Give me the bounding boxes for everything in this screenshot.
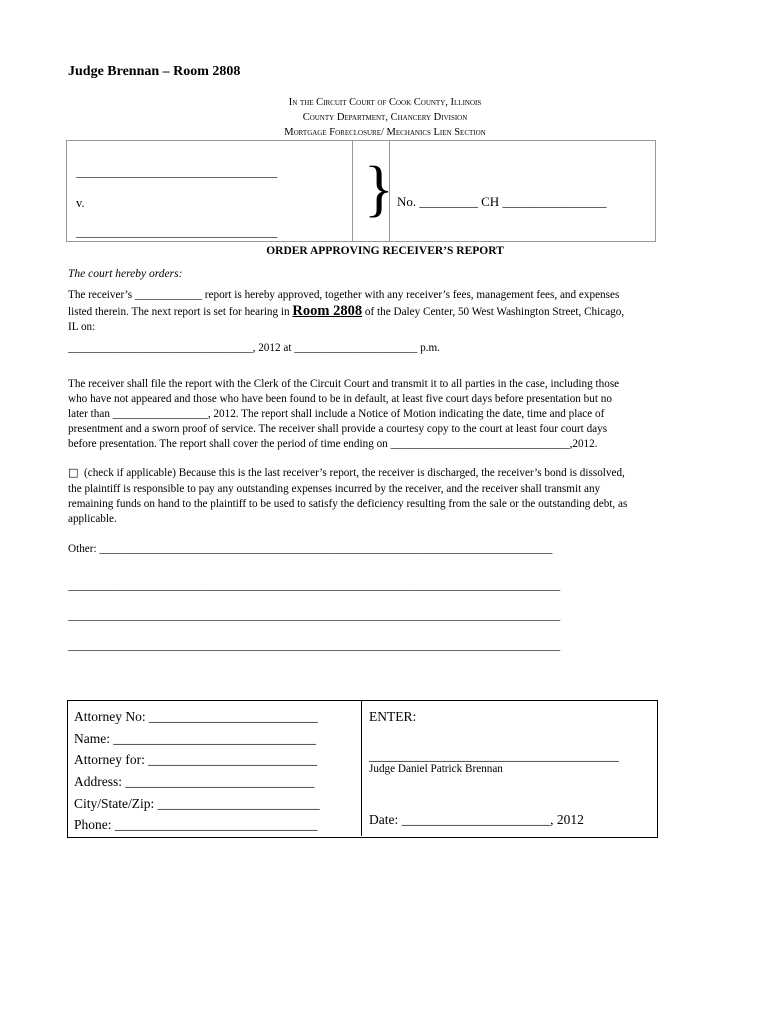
court-name-line: In the Circuit Court of Cook County, Illinois [288, 97, 482, 108]
case-number-field[interactable]: No. _________ CH ________________ [397, 194, 607, 209]
order-title: ORDER APPROVING RECEIVER’S REPORT [266, 245, 504, 257]
attorney-for-field[interactable]: Attorney for: _________________________ [74, 752, 317, 767]
city-state-zip-field[interactable]: City/State/Zip: ________________________ [74, 796, 320, 811]
discharge-text-line-3: remaining funds on hand to the plaintiff to be used to satisfy the deficiency resulting from the sale or the outstanding debt, as [68, 498, 628, 510]
report-approval-line: The receiver’s ____________ report is hereby approved, together with any receiver’s fees, management fees, and expenses [68, 289, 620, 301]
hearing-text-a: listed therein. The next report is set for hearing in [68, 306, 293, 318]
order-intro: The court hereby orders: [68, 268, 183, 280]
address-field[interactable]: Address: ____________________________ [74, 774, 315, 789]
attorney-number-field[interactable]: Attorney No: _________________________ [74, 709, 318, 724]
plaintiff-field[interactable]: ___________________________________ [76, 167, 278, 179]
room-number: Room 2808 [292, 303, 363, 319]
filing-text-line-3: later than _________________, 2012. The report shall include a Notice of Motion indicating the date, time and place of [68, 408, 605, 420]
discharge-text-line-4: applicable. [68, 513, 117, 525]
final-report-checkbox[interactable]: □ [68, 466, 79, 479]
court-section-line: Mortgage Foreclosure/ Mechanics Lien Section [284, 127, 486, 138]
brace-symbol: } [364, 155, 394, 223]
phone-field[interactable]: Phone: ______________________________ [74, 817, 318, 832]
discharge-text-line-2: the plaintiff is responsible to pay any outstanding expenses incurred by the receiver, and the receiver shall transmit any [68, 483, 601, 495]
filing-text-line-1: The receiver shall file the report with the Clerk of the Circuit Court and transmit it to all parties in the case, including those [68, 378, 620, 390]
attorney-name-field[interactable]: Name: ______________________________ [74, 731, 316, 746]
versus-label: v. [76, 196, 85, 210]
hearing-location-line: IL on: [68, 321, 96, 333]
hearing-room-line [68, 304, 624, 320]
hearing-text-b: of the Daley Center, 50 West Washington Street, Chicago, [362, 306, 625, 318]
judge-signature-line[interactable]: _____________________________________ [369, 748, 619, 763]
hearing-date-field[interactable]: _________________________________, 2012 at ______________________ p.m. [68, 342, 440, 354]
judge-name: Judge Daniel Patrick Brennan [369, 763, 503, 775]
judge-room-heading: Judge Brennan – Room 2808 [68, 64, 241, 79]
defendant-field[interactable]: ___________________________________ [76, 227, 278, 239]
entry-date-field[interactable]: Date: ______________________, 2012 [369, 812, 584, 827]
other-field[interactable]: Other: _________________________________________________________________________________ [68, 543, 553, 555]
filing-text-line-2: who have not appeared and those who have been found to be in default, at least five court days before presentation but no [68, 393, 612, 405]
other-extra-line-1[interactable]: ________________________________________________________________________________________ [68, 580, 561, 592]
filing-text-line-4: presentment and a sworn proof of service. The receiver shall provide a courtesy copy to the court at least four court days [68, 423, 608, 435]
filing-text-line-5: before presentation. The report shall cover the period of time ending on ________________________________,2012. [68, 438, 598, 450]
discharge-text-line-1: (check if applicable) Because this is the last receiver’s report, the receiver is discharged, the receiver’s bond is dissolved, [84, 467, 625, 479]
other-extra-line-2[interactable]: ________________________________________________________________________________________ [68, 610, 561, 622]
enter-label: ENTER: [369, 709, 417, 724]
court-department-line: County Department, Chancery Division [302, 112, 468, 123]
other-extra-line-3[interactable]: ________________________________________________________________________________________ [68, 640, 561, 652]
